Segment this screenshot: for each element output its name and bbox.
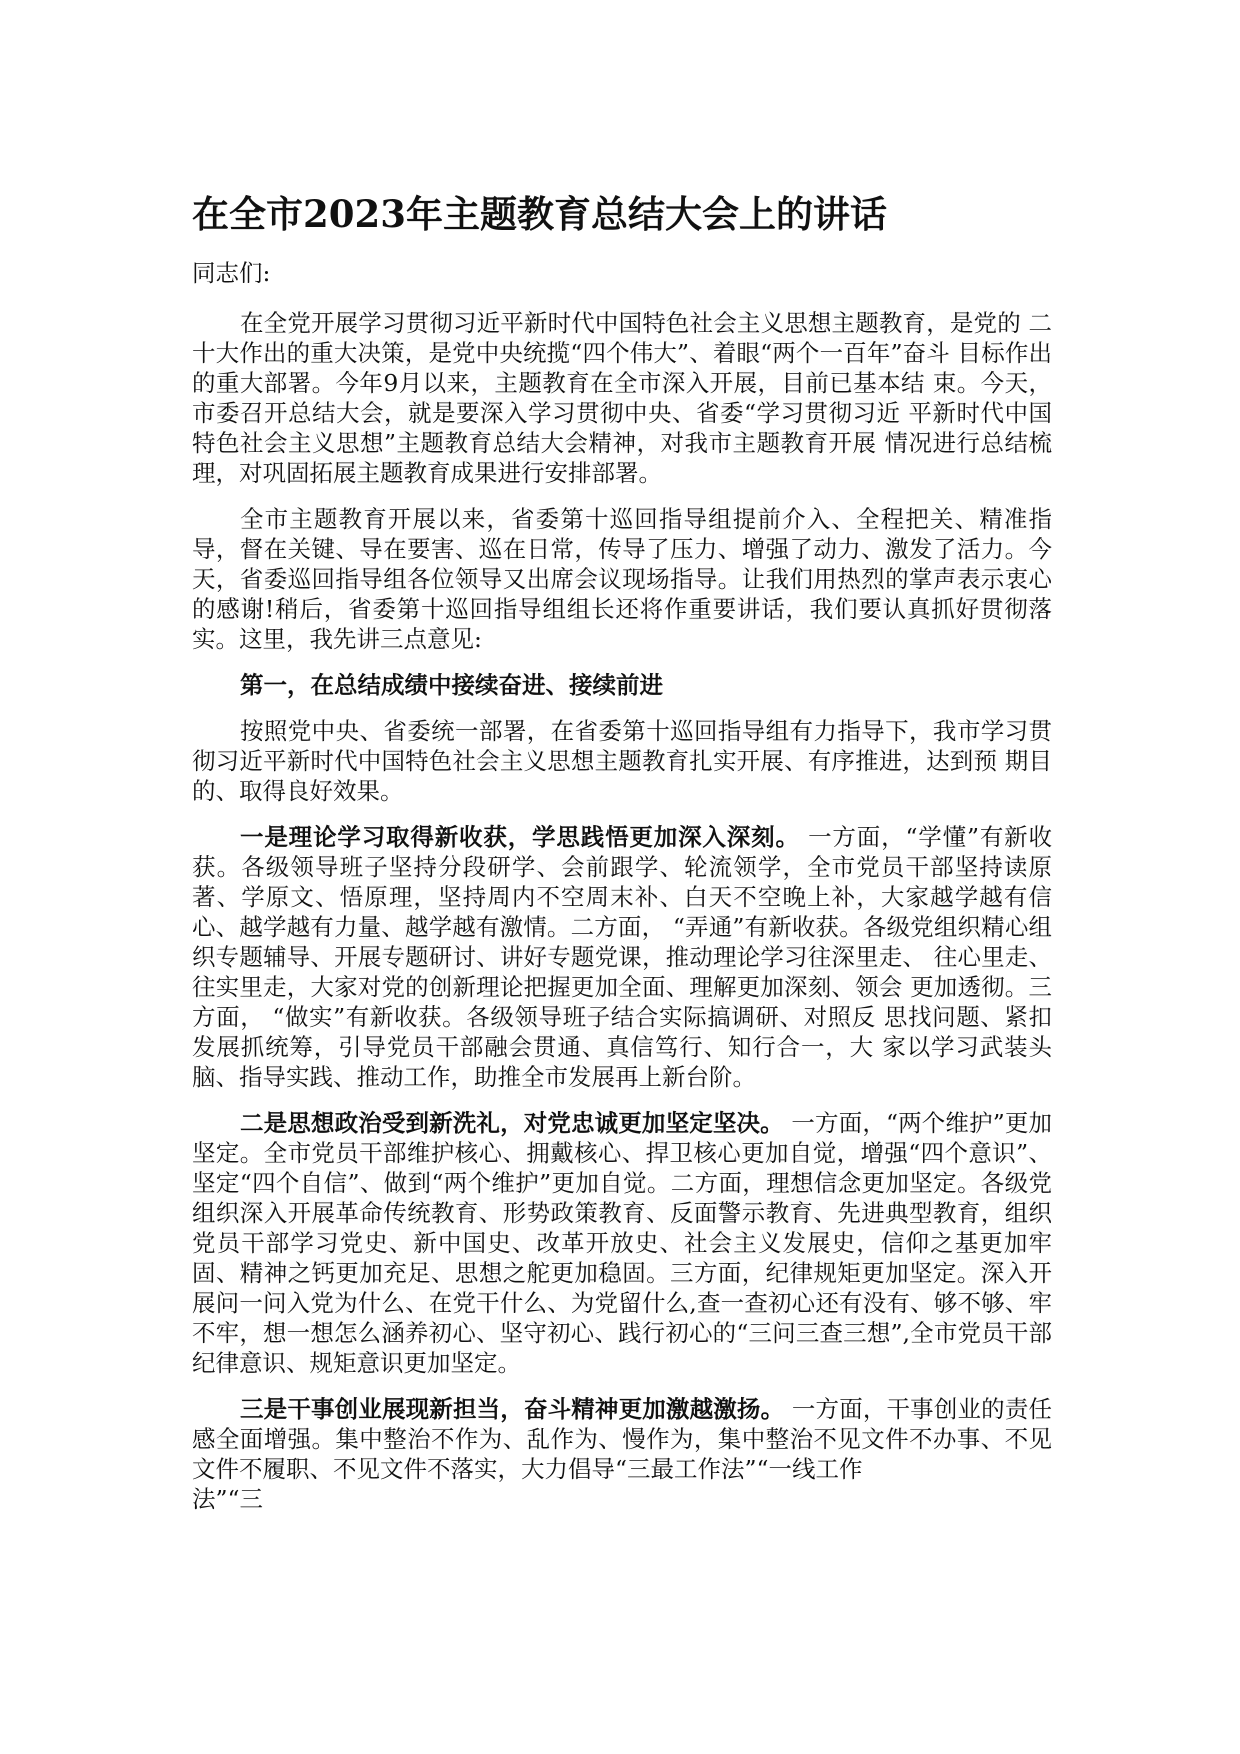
paragraph-text: 一方面，干事创业的责任感全面增强。集中整治不作为、乱作为、慢作为，集中整治不见文件不办事、不见文件不履职、不见文件不落实，大力倡导“三最工作法”“一线工作 xyxy=(192,1395,1052,1483)
document-body xyxy=(192,258,1052,1514)
paragraph-intro xyxy=(192,308,1052,488)
paragraph-point-one xyxy=(192,822,1052,1092)
section-heading: 第一，在总结成绩中接续奋进、接续前进 xyxy=(240,671,663,699)
paragraph-text: 在全党开展学习贯彻习近平新时代中国特色社会主义思想主题教育，是党的 二十大作出的重大决策，是党中央统揽“四个伟大”、着眼“两个一百年”奋斗 目标作出的重大部署。今年9月以来，主题教育在全市深入开展，目前已基本结 束。今天，市委召开总结大会，就是要深入学习贯彻中央、省委“学习贯彻习近 平新时代中国特色社会主义思想”主题教育总结大会精神，对我市主题教育开展 情况进行总结梳理，对巩固拓展主题教育成果进行安排部署。 xyxy=(192,309,1052,487)
paragraph-lead: 一是理论学习取得新收获，学思践悟更加深入深刻。 xyxy=(240,823,800,851)
paragraph-thanks xyxy=(192,504,1052,654)
paragraph-point-three xyxy=(192,1394,1052,1484)
paragraph-lead: 二是思想政治受到新洗礼，对党忠诚更加坚定坚决。 xyxy=(240,1109,784,1137)
paragraph-text: 一方面，“学懂”有新收获。各级领导班子坚持分段研学、会前跟学、轮流领学，全市党员干部坚持读原著、学原文、悟原理，坚持周内不空周末补、白天不空晚上补，大家越学越有信心、越学越有力量、越学越有激情。二方面， “弄通”有新收获。各级党组织精心组织专题辅导、开展专题研讨、讲好专题党课，推动理论学习往深里走、 往心里走、往实里走，大家对党的创新理论把握更加全面、理解更加深刻、领会 更加透彻。三方面， “做实”有新收获。各级领导班子结合实际搞调研、对照反 思找问题、紧扣发展抓统筹，引导党员干部融会贯通、真信笃行、知行合一，大 家以学习武装头脑、指导实践、推动工作，助推全市发展再上新台阶。 xyxy=(192,823,1052,1091)
document-title: 在全市2023年主题教育总结大会上的讲话 xyxy=(192,192,887,236)
paragraph-section-intro xyxy=(192,716,1052,806)
paragraph-tail: 法”“三 xyxy=(192,1485,264,1513)
salutation: 同志们: xyxy=(192,259,271,287)
paragraph-point-two xyxy=(192,1108,1052,1378)
paragraph-text: 按照党中央、省委统一部署，在省委第十巡回指导组有力指导下，我市学习贯彻习近平新时代中国特色社会主义思想主题教育扎实开展、有序推进，达到预 期目的、取得良好效果。 xyxy=(192,717,1052,805)
paragraph-lead: 三是干事创业展现新担当，奋斗精神更加激越激扬。 xyxy=(240,1395,785,1423)
paragraph-text: 一方面，“两个维护”更加坚定。全市党员干部维护核心、拥戴核心、捍卫核心更加自觉，增强“四个意识”、坚定“四个自信”、做到“两个维护”更加自觉。二方面，理想信念更加坚定。各级党组织深入开展革命传统教育、形势政策教育、反面警示教育、先进典型教育，组织党员干部学习党史、新中国史、改革开放史、社会主义发展史，信仰之基更加牢固、精神之钙更加充足、思想之舵更加稳固。三方面，纪律规矩更加坚定。深入开展问一问入党为什么、在党干什么、为党留什么,查一查初心还有没有、够不够、牢不牢，想一想怎么涵养初心、坚守初心、践行初心的“三问三查三想”,全市党员干部纪律意识、规矩意识更加坚定。 xyxy=(192,1109,1053,1377)
paragraph-text: 全市主题教育开展以来，省委第十巡回指导组提前介入、全程把关、精准指导，督在关键、导在要害、巡在日常，传导了压力、增强了动力、激发了活力。今天，省委巡回指导组各位领导又出席会议现场指导。让我们用热烈的掌声表示衷心的感谢!稍后，省委第十巡回指导组组长还将作重要讲话，我们要认真抓好贯彻落实。这里，我先讲三点意见: xyxy=(192,505,1052,653)
